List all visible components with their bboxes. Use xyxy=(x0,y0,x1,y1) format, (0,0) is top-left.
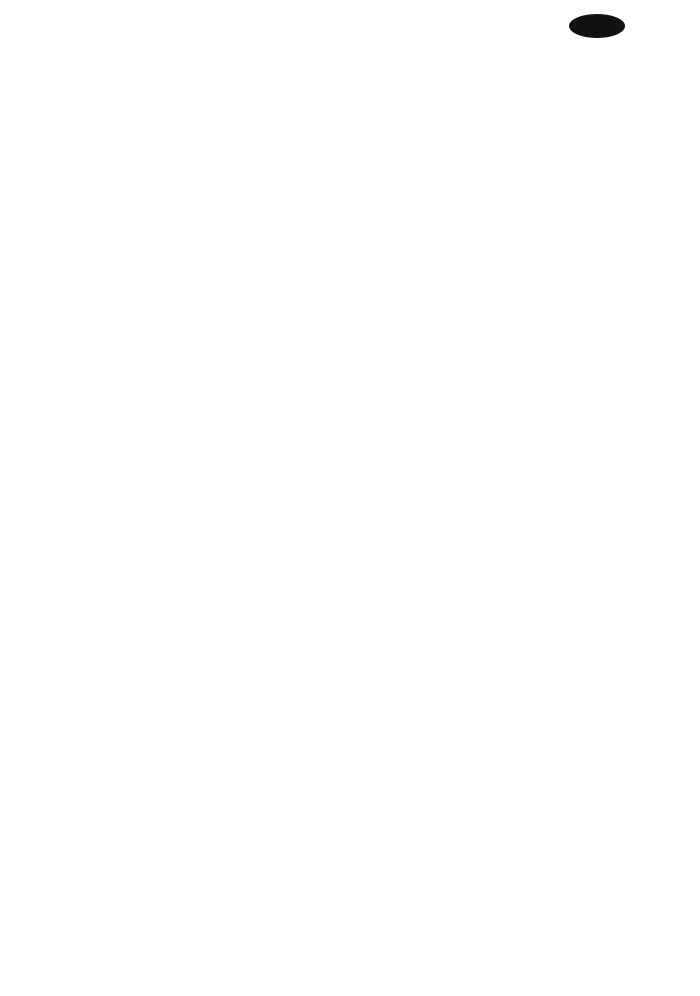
otc-badge xyxy=(569,14,625,38)
ingredients-row xyxy=(34,219,75,237)
properties-row xyxy=(34,243,75,261)
contraindications-row xyxy=(34,367,75,385)
